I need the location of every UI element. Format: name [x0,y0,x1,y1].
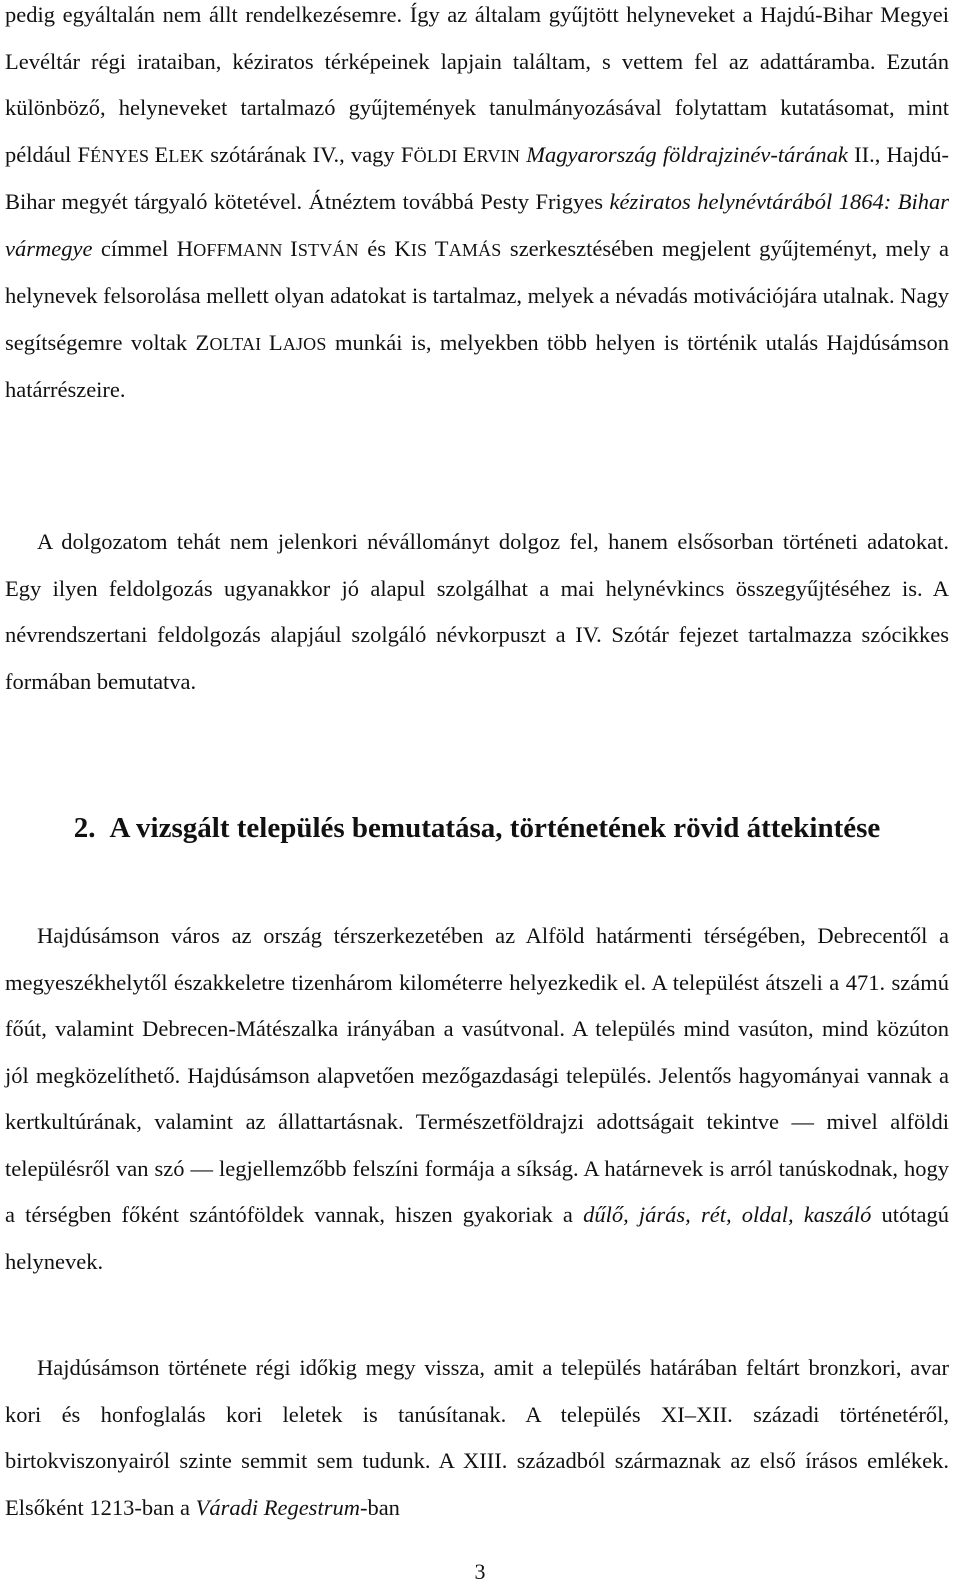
text-run: munkái is, melyekben több helyen is történik utalás Hajdúsámson határrészeire. [5,329,949,402]
italic-title: Váradi Regestrum [195,1494,360,1520]
author-name-fenyes-elek: FÉNYES ELEK [77,141,205,167]
section-number: 2. [73,812,96,844]
section-heading [5,806,949,850]
paragraph-sources [5,0,949,414]
text-run: Hajdúsámson város az ország térszerkezetében az Alföld határmenti térségében, Debrecentől a megyeszékhelytől északkeletre tizenhárom kilométerre helyezkedik el. A települést átszeli a 471. számú főút, valamint Debrecen-Mátészalka irányában a vasútvonal. A település mind vasúton, mind közúton jól megközelíthető. Hajdúsámson alapvetően mezőgazdasági település. Jelentős hagyományai vannak a kertkultúrának, valamint az állattartásnak. Természetföldrajzi adottságait tekintve — mivel alföldi településről van szó — legjellemzőbb felszíni formája a síkság. A határnevek is arról tanúskodnak, hogy a térségben főként szántóföldek vannak, hiszen gyakoriak a [5,923,949,1227]
text-run: utótagú helynevek. [5,1202,949,1274]
text-run: pedig egyáltalán nem állt rendelkezésemre. Így az általam gyűjtött helyneveket a Hajdú-Bihar Megyei Levéltár régi irataiban, kéziratos térképeinek lapjain találtam, s vettem fel az adattáramba. Ezután különböző, helyneveket tartalmazó gyűjtemények tanulmányozásával folytattam kutatásomat, mint például [5,2,949,167]
text-run: Hajdúsámson története régi időkig megy vissza, amit a település határában feltárt bronzkori, avar kori és honfoglalás kori leletek is tanúsítanak. A település XI–XII. századi történetéről, birtokviszonyairól szinte semmit sem tudunk. A XIII. századból származnak az első írásos emlékek. Elsőként 1213-ban a [5,1355,949,1520]
book-title: kéziratos helynévtárából 1864: Bihar vármegye [5,189,949,261]
paragraph-geography [5,913,949,1285]
text-run: -ban [359,1494,400,1520]
page-number: 3 [474,1559,486,1584]
paragraph-corpus: A dolgozatom tehát nem jelenkori névállományt dolgoz fel, hanem elsősorban történeti adatokat. Egy ilyen feldolgozás ugyanakkor jó alapul szolgálhat a mai helynévkincs összegyűjtéséhez is. A névrendszertani feldolgozás alapjául szolgáló névkorpuszt a IV. Szótár fejezet tartalmazza szócikkes formában bemutatva. [5,529,949,694]
text-run: címmel [92,235,177,261]
author-name-foldi-ervin: FÖLDI ERVIN [400,141,521,167]
author-name-zoltai-lajos: ZOLTAI LAJOS [195,329,327,355]
author-name-kis-tamas: KIS TAMÁS [394,235,502,261]
paragraph-history [5,1345,949,1531]
text-run: szótárának IV., vagy [204,141,401,167]
section-title: A vizsgált település bemutatása, történetének rövid áttekintése [109,812,881,844]
italic-terms: dűlő, járás, rét, oldal, kaszáló [583,1202,872,1227]
book-title: Magyarország földrajzinév-tárának [526,141,848,167]
text-run: és [358,235,395,261]
text-run: II., Hajdú-Bihar megyét tárgyaló kötetével. Átnéztem továbbá Pesty Frigyes [5,141,950,214]
text-run: szerkesztésében megjelent gyűjteményt, mely a helynevek felsorolása mellett olyan adatokat is tartalmaz, melyek a névadás motivációjára utalnak. Nagy segítségemre voltak [5,235,950,355]
author-name-hoffmann-istvan: HOFFMANN ISTVÁN [176,235,359,261]
